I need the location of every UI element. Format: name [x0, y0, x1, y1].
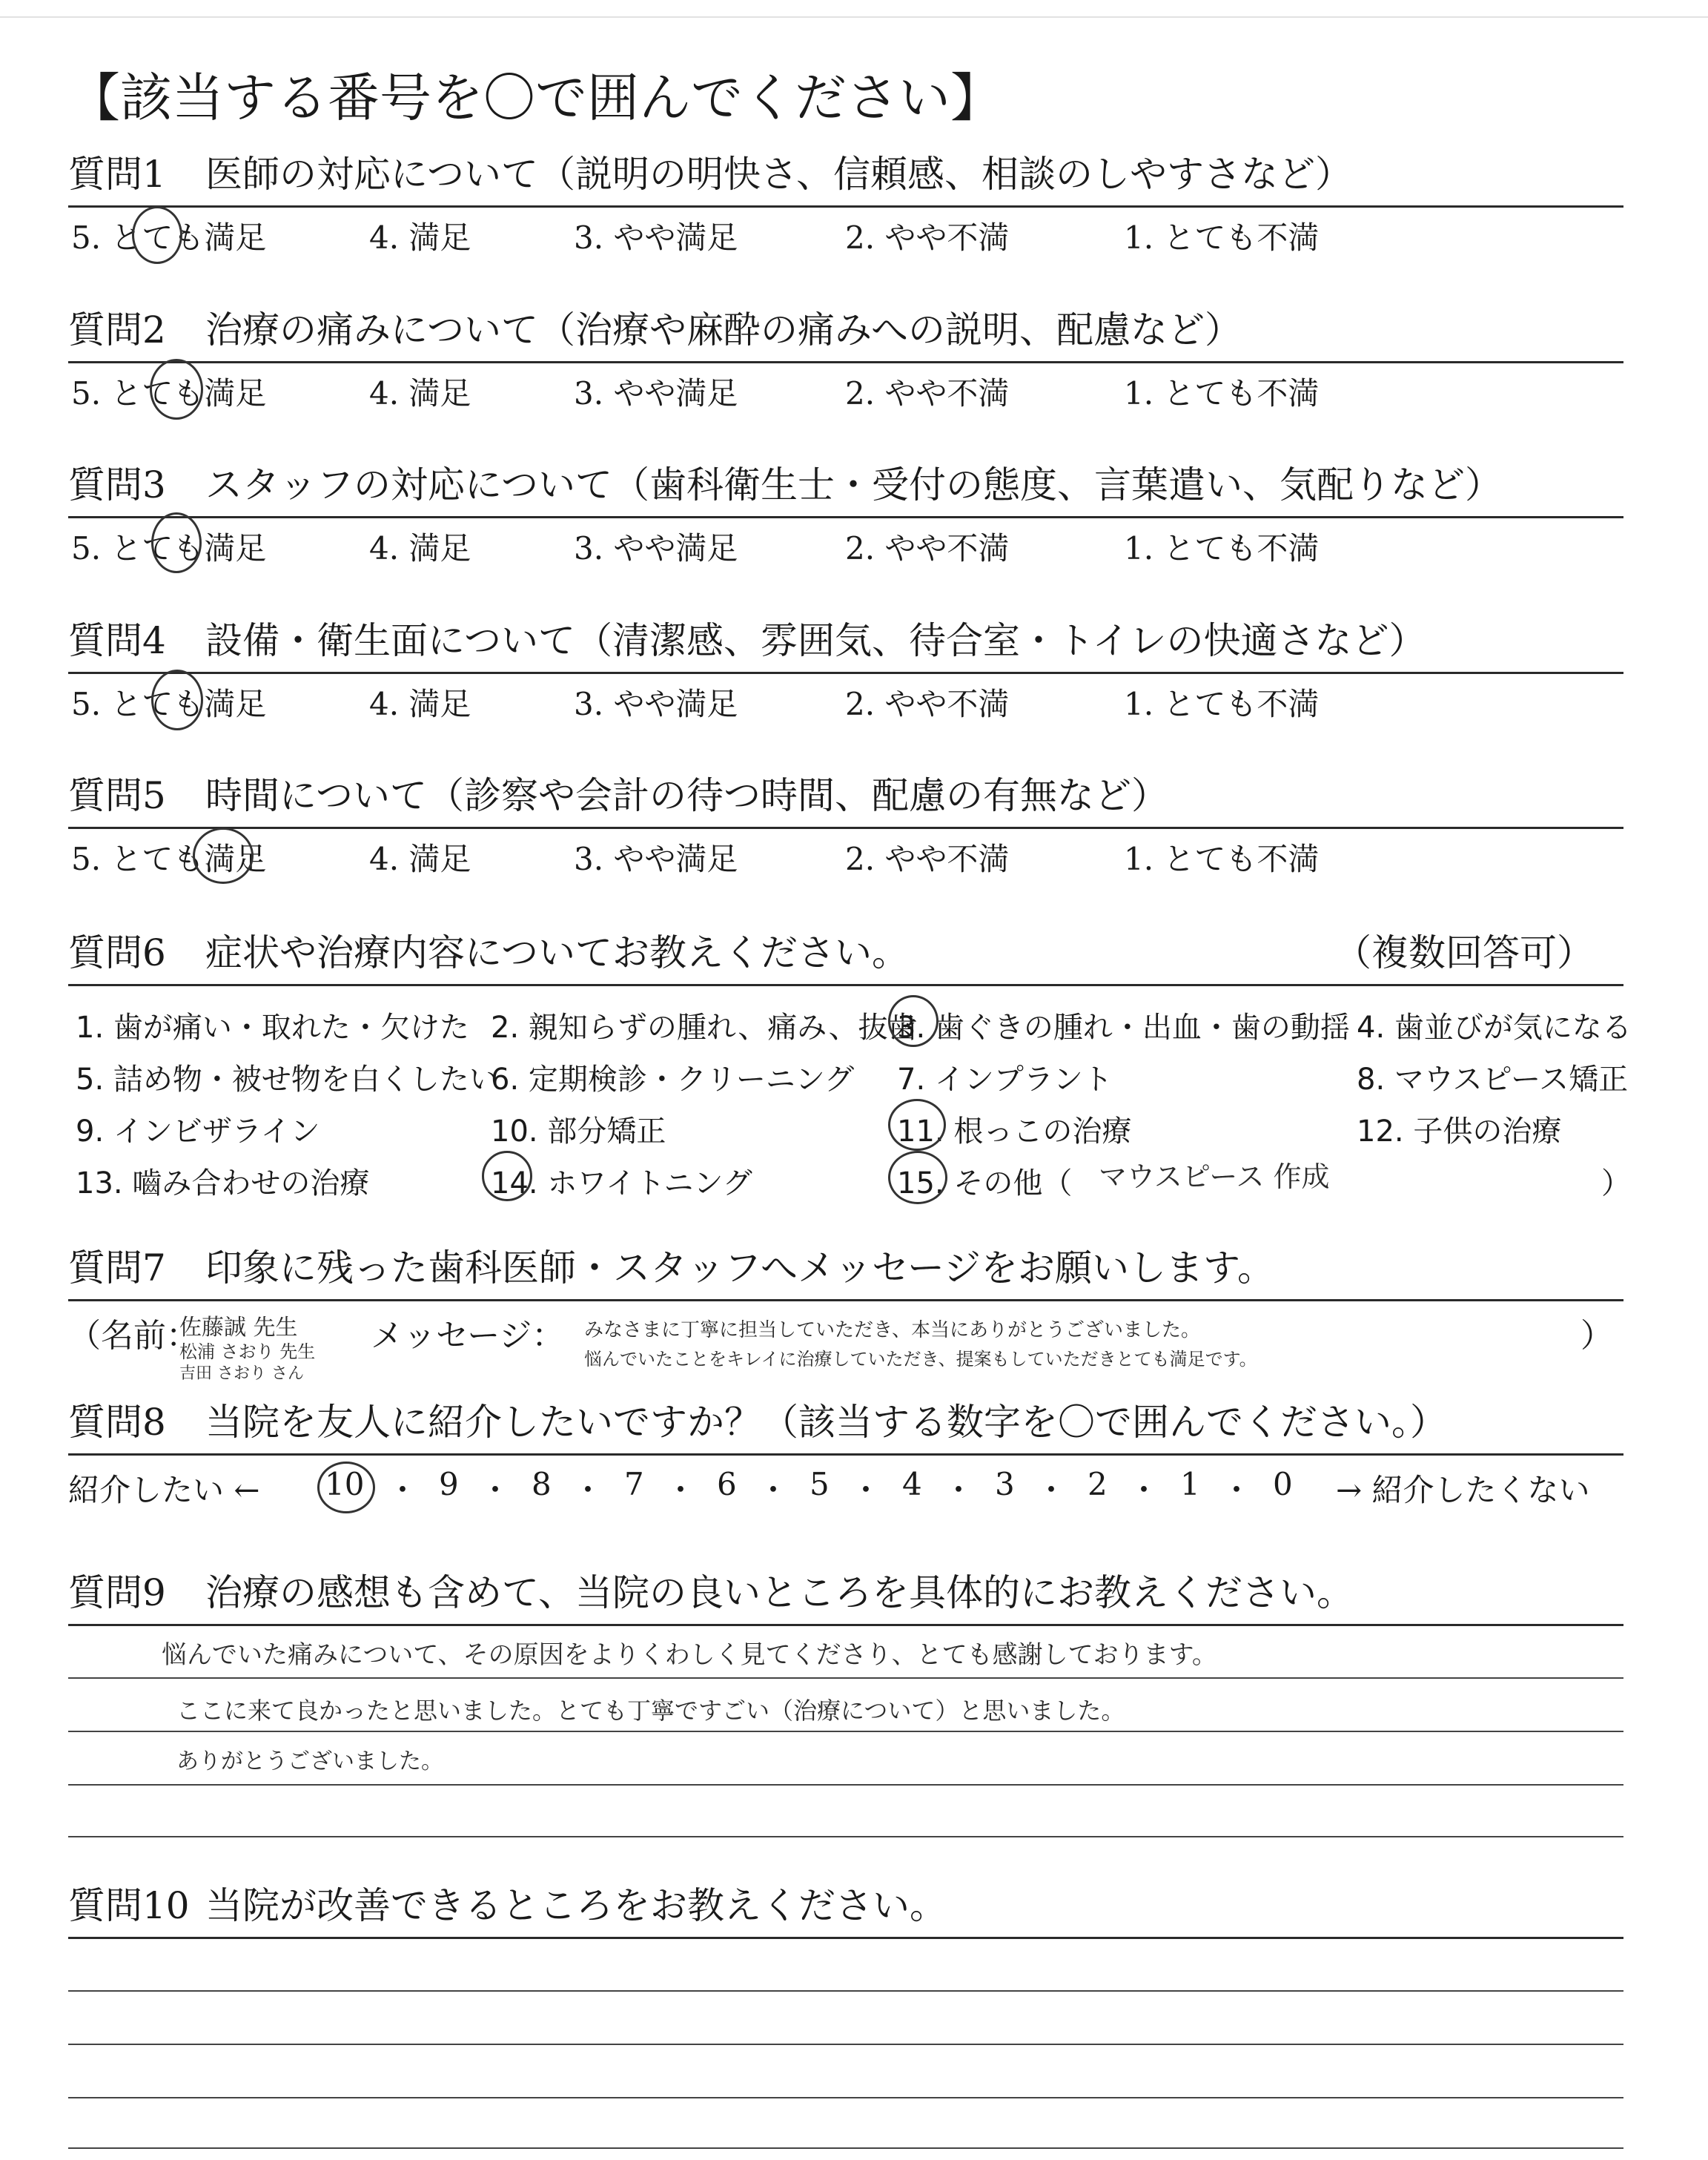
selection-circle — [150, 359, 203, 420]
question-text: 医師の対応について（説明の明快さ、信頼感、相談のしやすさなど） — [205, 153, 1352, 196]
symptom-option-6[interactable]: 6. 定期検診・クリーニング — [491, 1063, 855, 1097]
question-text: 症状や治療内容についてお教えください。 — [205, 931, 909, 974]
answer-line — [68, 1624, 1623, 1626]
rating-options — [68, 363, 1623, 412]
recommend-left-label: 紹介したい ← — [68, 1472, 260, 1508]
rating-option-2[interactable]: 2. やや不満 — [845, 686, 1010, 722]
rating-option-2[interactable]: 2. やや不満 — [845, 375, 1010, 412]
symptom-option-9[interactable]: 9. インビザライン — [76, 1114, 320, 1149]
question-text: 当院を友人に紹介したいですか？（該当する数字を〇で囲んでください。） — [205, 1401, 1447, 1444]
scale-value-8[interactable]: 8 — [532, 1466, 552, 1502]
question-3 — [68, 463, 1623, 567]
rating-option-1[interactable]: 1. とても不満 — [1124, 841, 1320, 877]
rating-option-1[interactable]: 1. とても不満 — [1124, 686, 1320, 722]
rating-option-3[interactable]: 3. やや満足 — [574, 686, 738, 722]
question-8 — [68, 1400, 1623, 1515]
separator: ・ — [480, 1472, 512, 1508]
name-label: （名前： — [68, 1317, 199, 1355]
separator: ・ — [850, 1472, 882, 1508]
rating-option-4[interactable]: 4. 満足 — [369, 375, 471, 412]
separator: ・ — [758, 1472, 790, 1508]
rating-option-5[interactable]: 5. とても満足 — [71, 841, 267, 877]
scale-value-3[interactable]: 3 — [995, 1466, 1015, 1502]
answer-line — [68, 1731, 1623, 1732]
selection-circle — [317, 1462, 375, 1513]
scale-value-2[interactable]: 2 — [1088, 1466, 1108, 1502]
q9-answer-line-3: ありがとうございました。 — [176, 1748, 443, 1774]
rating-option-2[interactable]: 2. やや不満 — [845, 219, 1010, 256]
question-number: 質問1 — [68, 153, 166, 196]
rating-option-3[interactable]: 3. やや満足 — [574, 841, 738, 877]
symptom-option-8[interactable]: 8. マウスピース矯正 — [1357, 1063, 1629, 1097]
answer-line — [68, 1677, 1623, 1679]
separator: ・ — [387, 1472, 419, 1508]
scale-value-4[interactable]: 4 — [902, 1466, 922, 1502]
answer-line — [68, 1990, 1623, 1992]
selection-circle — [888, 1151, 947, 1204]
rating-option-5[interactable]: 5. とても満足 — [71, 530, 267, 567]
separator: ・ — [1221, 1472, 1253, 1508]
question-number: 質問3 — [68, 463, 166, 506]
answer-line — [68, 1937, 1623, 1939]
question-6 — [68, 931, 1632, 1201]
scale-value-6[interactable]: 6 — [717, 1466, 737, 1502]
selection-circle — [888, 995, 939, 1047]
scale-value-10[interactable]: 10 — [325, 1466, 365, 1502]
separator: ・ — [1128, 1472, 1160, 1508]
rating-option-5[interactable]: 5. とても満足 — [71, 375, 267, 412]
separator: ・ — [943, 1472, 975, 1508]
page-title: 【該当する番号を〇で囲んでください】 — [68, 67, 1002, 128]
rating-option-5[interactable]: 5. とても満足 — [71, 686, 267, 722]
rating-options — [68, 829, 1623, 877]
close-paren: ） — [1580, 1317, 1613, 1355]
question-1 — [68, 152, 1623, 256]
recommend-right-label: → 紹介したくない — [1336, 1472, 1590, 1508]
symptom-option-2[interactable]: 2. 親知らずの腫れ、痛み、抜歯 — [491, 1011, 918, 1045]
question-2 — [68, 308, 1623, 412]
message-area — [68, 1301, 1623, 1390]
rating-option-1[interactable]: 1. とても不満 — [1124, 219, 1320, 256]
rating-option-1[interactable]: 1. とても不満 — [1124, 375, 1320, 412]
staff-name-2: 松浦 さおり 先生 — [179, 1341, 316, 1362]
rating-option-4[interactable]: 4. 満足 — [369, 219, 471, 256]
selection-circle — [132, 206, 182, 264]
scale-value-5[interactable]: 5 — [810, 1466, 830, 1502]
answer-line — [68, 1836, 1623, 1837]
symptom-options — [68, 986, 1632, 1201]
q9-answer-line-1: 悩んでいた痛みについて、その原因をよりくわしく見てくださり、とても感謝しております。 — [162, 1640, 1217, 1670]
answer-line — [68, 2044, 1623, 2045]
question-7 — [68, 1246, 1623, 1390]
rating-option-2[interactable]: 2. やや不満 — [845, 841, 1010, 877]
symptom-option-10[interactable]: 10. 部分矯正 — [491, 1114, 666, 1149]
question-text: スタッフの対応について（歯科衛生士・受付の態度、言葉遣い、気配りなど） — [205, 463, 1502, 506]
question-number: 質問9 — [68, 1571, 166, 1614]
symptom-option-13[interactable]: 13. 嚙み合わせの治療 — [76, 1166, 370, 1200]
question-number: 質問8 — [68, 1401, 166, 1444]
other-answer-handwritten: マウスピース 作成 — [1099, 1160, 1330, 1193]
question-number: 質問10 — [68, 1884, 190, 1927]
multiple-answer-note: （複数回答可） — [1334, 931, 1594, 974]
question-10 — [68, 1883, 1623, 1937]
question-text: 治療の痛みについて（治療や麻酔の痛みへの説明、配慮など） — [205, 308, 1242, 351]
separator: ・ — [665, 1472, 697, 1508]
scale-value-1[interactable]: 1 — [1180, 1466, 1200, 1502]
answer-line — [68, 2147, 1623, 2149]
symptom-option-12[interactable]: 12. 子供の治療 — [1357, 1114, 1562, 1149]
rating-option-3[interactable]: 3. やや満足 — [574, 219, 738, 256]
selection-circle — [151, 670, 203, 730]
other-close-paren: ） — [1601, 1166, 1631, 1200]
answer-line — [68, 1784, 1623, 1786]
rating-options — [68, 518, 1623, 567]
question-number: 質問5 — [68, 774, 166, 817]
rating-option-2[interactable]: 2. やや不満 — [845, 530, 1010, 567]
answer-line — [68, 2097, 1623, 2098]
question-text: 設備・衛生面について（清潔感、雰囲気、待合室・トイレの快適さなど） — [205, 619, 1426, 662]
question-4 — [68, 618, 1623, 722]
rating-option-3[interactable]: 3. やや満足 — [574, 375, 738, 412]
rating-option-4[interactable]: 4. 満足 — [369, 841, 471, 877]
recommend-scale — [68, 1456, 1623, 1515]
rating-option-3[interactable]: 3. やや満足 — [574, 530, 738, 567]
scale-value-0[interactable]: 0 — [1273, 1466, 1293, 1502]
symptom-option-7[interactable]: 7. インプラント — [897, 1063, 1113, 1097]
rating-option-5[interactable]: 5. とても満足 — [71, 219, 267, 256]
question-number: 質問2 — [68, 308, 166, 351]
question-text: 時間について（診察や会計の待つ時間、配慮の有無など） — [205, 774, 1168, 817]
rating-option-1[interactable]: 1. とても不満 — [1124, 530, 1320, 567]
question-number: 質問6 — [68, 931, 166, 974]
question-5 — [68, 773, 1623, 877]
staff-name-1: 佐藤誠 先生 — [179, 1315, 298, 1341]
symptom-option-11[interactable]: 11. 根っこの治療 — [897, 1114, 1132, 1149]
symptom-option-3[interactable]: 3. 歯ぐきの腫れ・出血・歯の動揺 — [897, 1011, 1350, 1045]
question-number: 質問7 — [68, 1246, 166, 1289]
symptom-option-5[interactable]: 5. 詰め物・被せ物を白くしたい — [76, 1063, 499, 1097]
selection-circle — [193, 828, 254, 884]
separator: ・ — [572, 1472, 604, 1508]
top-rule — [0, 16, 1708, 18]
selection-circle — [888, 1099, 946, 1151]
selection-circle — [482, 1151, 532, 1201]
message-line-2: 悩んでいたことをキレイに治療していただき、提案もしていただきとても満足です。 — [584, 1349, 1257, 1370]
scale-value-7[interactable]: 7 — [624, 1466, 644, 1502]
question-9 — [68, 1571, 1623, 1624]
question-text: 当院が改善できるところをお教えください。 — [205, 1884, 947, 1927]
symptom-option-4[interactable]: 4. 歯並びが気になる — [1357, 1011, 1632, 1045]
rating-option-4[interactable]: 4. 満足 — [369, 530, 471, 567]
message-label: メッセージ： — [371, 1317, 565, 1355]
selection-circle — [151, 512, 202, 573]
symptom-option-14[interactable]: 14. ホワイトニング — [491, 1166, 752, 1200]
q9-answer-line-2: ここに来て良かったと思いました。とても丁寧ですごい（治療について）と思いました。 — [176, 1697, 1125, 1725]
symptom-option-1[interactable]: 1. 歯が痛い・取れた・欠けた — [76, 1011, 469, 1045]
question-number: 質問4 — [68, 619, 166, 662]
question-text: 治療の感想も含めて、当院の良いところを具体的にお教えください。 — [205, 1571, 1354, 1614]
scale-value-9[interactable]: 9 — [439, 1466, 459, 1502]
symptom-option-15[interactable]: 15. その他（ — [897, 1166, 1073, 1200]
rating-options — [68, 208, 1623, 256]
message-line-1: みなさまに丁寧に担当していただき、本当にありがとうございました。 — [584, 1319, 1200, 1341]
rating-options — [68, 674, 1623, 722]
rating-option-4[interactable]: 4. 満足 — [369, 686, 471, 722]
staff-name-3: 吉田 さおり さん — [179, 1364, 304, 1383]
question-text: 印象に残った歯科医師・スタッフへメッセージをお願いします。 — [205, 1246, 1274, 1289]
separator: ・ — [1036, 1472, 1068, 1508]
